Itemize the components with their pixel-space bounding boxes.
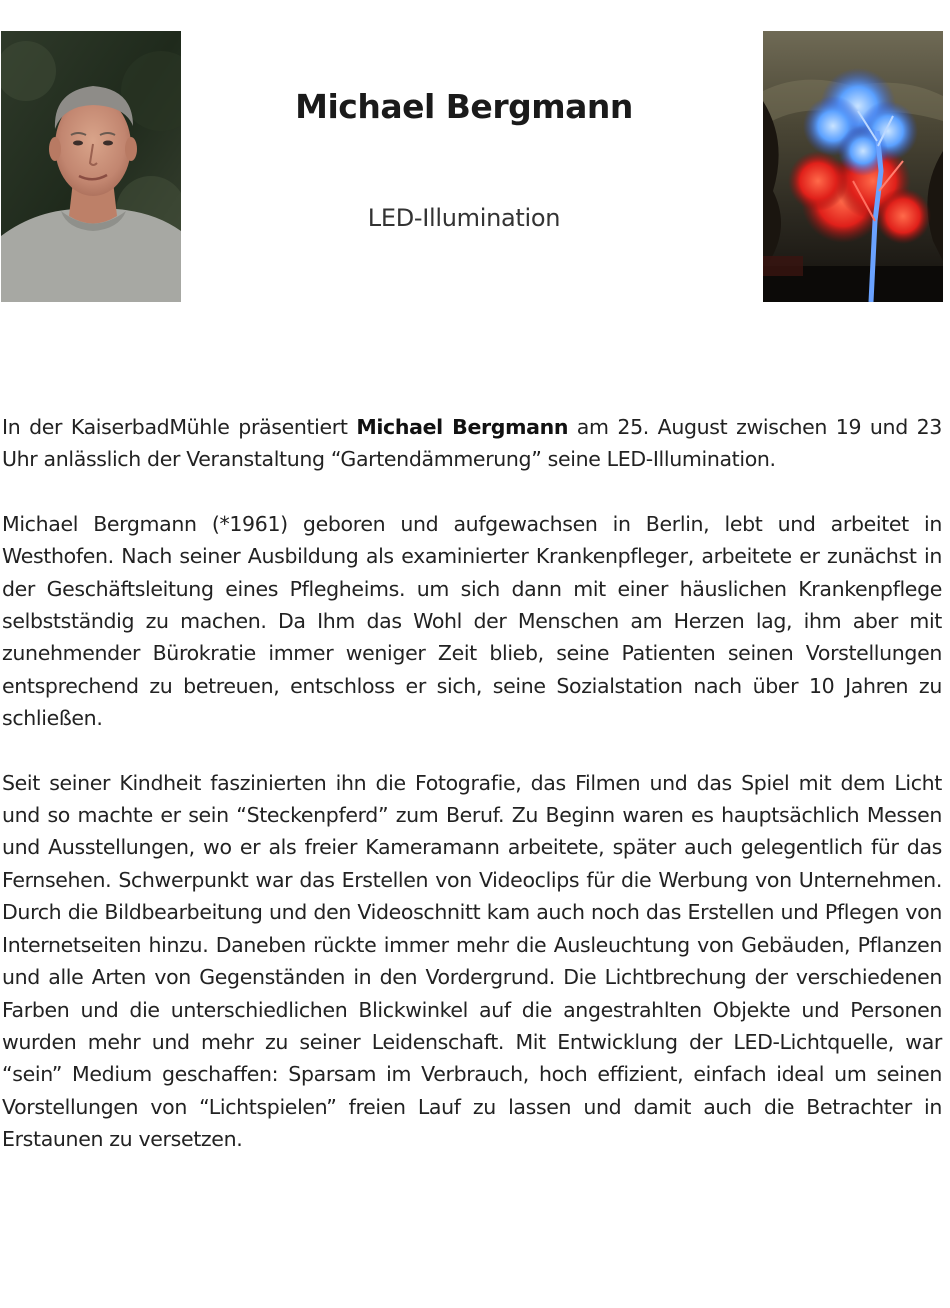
career-paragraph: Seit seiner Kindheit faszinierten ihn die Fotografie, das Filmen und das Spiel mit dem Licht und so machte er sein “Steckenpferd” zum Beruf. Zu Beginn waren es hauptsächlich Messen und Ausstellungen, wo er als freier Kameramann arbeitete, später auch gelegentlich für das Fernsehen. Schwerpunkt war das Erstellen von Videoclips für die Werbung von Unternehmen. Durch die Bildbearbeitung und den Videoschnitt kam auch noch das Erstellen und Pflegen von Internetseiten hinzu. Daneben rückte immer mehr die Ausleuchtung von Gebäuden, Pflanzen und alle Arten von Gegenständen in den Vordergrund. Die Lichtbrechung der verschiedenen Farben und die unterschiedlichen Blickwinkel auf die angestrahlten Objekte und Personen wurden mehr und mehr zu seiner Leidenschaft. Mit Entwicklung der LED-Lichtquelle, war “sein” Medium geschaffen: Sparsam im Verbrauch, hoch effizient, einfach ideal um seinen Vorstellungen von “Lichtspielen” freien Lauf zu lassen und damit auch die Betrachter in Erstaunen zu versetzen. (2, 770, 942, 1152)
intro-text-after: am 25. August zwischen 19 und 23 Uhr anlässlich der Veranstaltung “Gartendämmerung” seine LED-Illumination. (2, 415, 942, 472)
article-body (2, 411, 942, 1156)
artist-name-heading: Michael Bergmann (295, 87, 633, 126)
portrait-photo (1, 31, 181, 302)
biography-paragraph: Michael Bergmann (*1961) geboren und aufgewachsen in Berlin, lebt und arbeitet in Westhofen. Nach seiner Ausbildung als examinierter Krankenpfleger, arbeitete er zunächst in der Geschäftsleitung eines Pflegheims. um sich dann mit einer häuslichen Krankenpflege selbstständig zu machen. Da Ihm das Wohl der Menschen am Herzen lag, ihm aber mit zunehmender Bürokratie immer weniger Zeit blieb, seine Patienten seinen Vorstellungen entsprechend zu betreuen, entschloss er sich, seine Sozialstation nach über 10 Jahren zu schließen. (2, 511, 942, 731)
intro-text-before: In der KaiserbadMühle präsentiert (2, 415, 357, 439)
artwork-subtitle: LED-Illumination (367, 204, 561, 232)
illuminated-tree-photo (763, 31, 943, 302)
intro-paragraph (2, 411, 942, 476)
intro-artist-name: Michael Bergmann (356, 415, 569, 439)
